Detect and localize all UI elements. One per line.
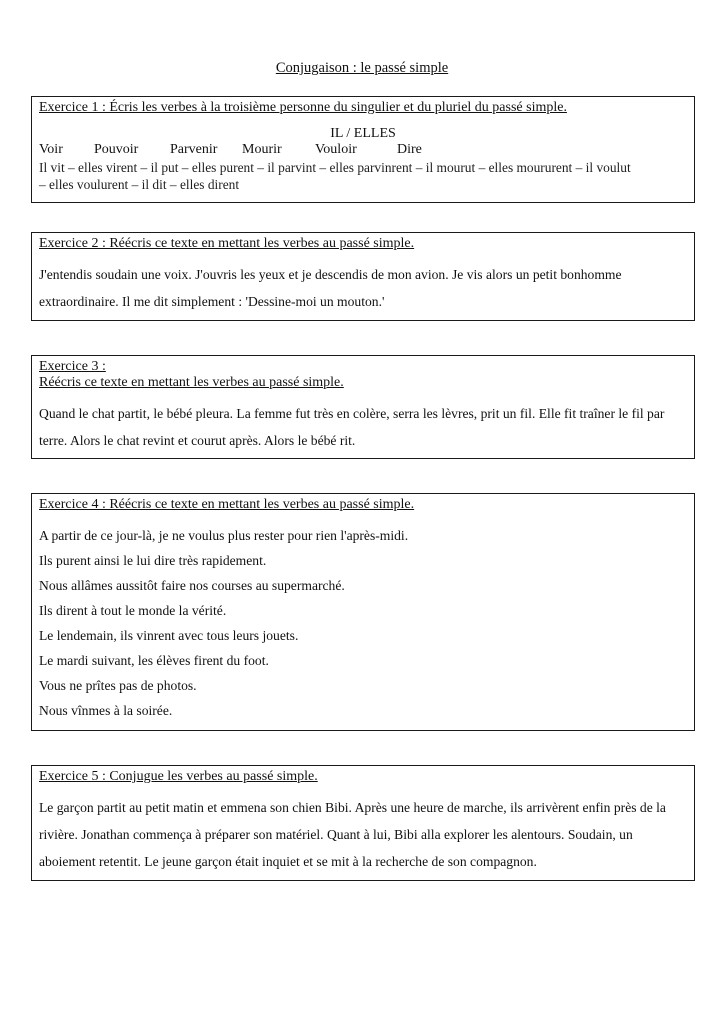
verb-parvenir: Parvenir <box>170 142 218 157</box>
exercise-4-sentence: Nous vînmes à la soirée. <box>39 703 173 718</box>
verb-pouvoir: Pouvoir <box>94 142 139 157</box>
exercise-5-text: Le garçon partit au petit matin et emmena son chien Bibi. Après une heure de marche, ils arrivèrent enfin près de la rivière. Jonathan commença à préparer son matériel. Quant à lui, Bibi alla explorer les alentours. Soudain, un aboiement retentit. Le jeune garçon était inquiet et se mit à la recherche de son compagnon. <box>39 800 666 869</box>
exercise-5-box <box>31 765 695 881</box>
exercise-3-heading: Exercice 3 : <box>39 359 106 374</box>
exercise-3-box <box>31 355 695 459</box>
exercise-3-subheading: Réécris ce texte en mettant les verbes au passé simple. <box>39 375 344 390</box>
exercise-4-heading: Exercice 4 : Réécris ce texte en mettant les verbes au passé simple. <box>39 497 415 512</box>
exercise-4-sentence: Le lendemain, ils vinrent avec tous leurs jouets. <box>39 628 299 643</box>
exercise-5-heading: Exercice 5 : Conjugue les verbes au passé simple. <box>39 769 318 784</box>
exercise-4-sentence: A partir de ce jour-là, je ne voulus plus rester pour rien l'après-midi. <box>39 528 409 543</box>
exercise-4-sentence: Ils purent ainsi le lui dire très rapidement. <box>39 553 267 568</box>
exercise-4-sentence: Vous ne prîtes pas de photos. <box>39 678 197 693</box>
verb-dire: Dire <box>397 142 422 157</box>
exercise-4-sentence-list <box>39 523 687 723</box>
exercise-4-sentence: Ils dirent à tout le monde la vérité. <box>39 603 227 618</box>
verb-voir: Voir <box>39 142 63 157</box>
exercise-1-box <box>31 96 695 203</box>
exercise-2-text: J'entendis soudain une voix. J'ouvris les yeux et je descendis de mon avion. Je vis alors un petit bonhomme extraordinaire. Il me dit simplement : 'Dessine-moi un mouton.' <box>39 267 622 309</box>
verb-mourir: Mourir <box>242 142 282 157</box>
exercise-1-heading: Exercice 1 : Écris les verbes à la troisième personne du singulier et du pluriel du passé simple. <box>39 100 567 115</box>
verb-vouloir: Vouloir <box>315 142 357 157</box>
exercise-4-box <box>31 493 695 731</box>
exercise-1-answer-line-2: – elles voulurent – il dit – elles dirent <box>39 177 240 192</box>
exercise-3-text: Quand le chat partit, le bébé pleura. La femme fut très en colère, serra les lèvres, prit un fil. Elle fit traîner le fil par terre. Alors le chat revint et courut après. Alors le bébé rit. <box>39 406 665 448</box>
page-title: Conjugaison : le passé simple <box>275 60 449 76</box>
exercise-4-sentence: Le mardi suivant, les élèves firent du foot. <box>39 653 269 668</box>
verb-row <box>39 142 687 159</box>
exercise-1-answer-line-1: Il vit – elles virent – il put – elles purent – il parvint – elles parvinrent – il mourut – elles moururent – il voulut <box>39 160 631 175</box>
pronoun-header: IL / ELLES <box>330 126 396 141</box>
exercise-2-box <box>31 232 695 321</box>
exercise-2-heading: Exercice 2 : Réécris ce texte en mettant les verbes au passé simple. <box>39 236 415 251</box>
exercise-4-sentence: Nous allâmes aussitôt faire nos courses au supermarché. <box>39 578 345 593</box>
